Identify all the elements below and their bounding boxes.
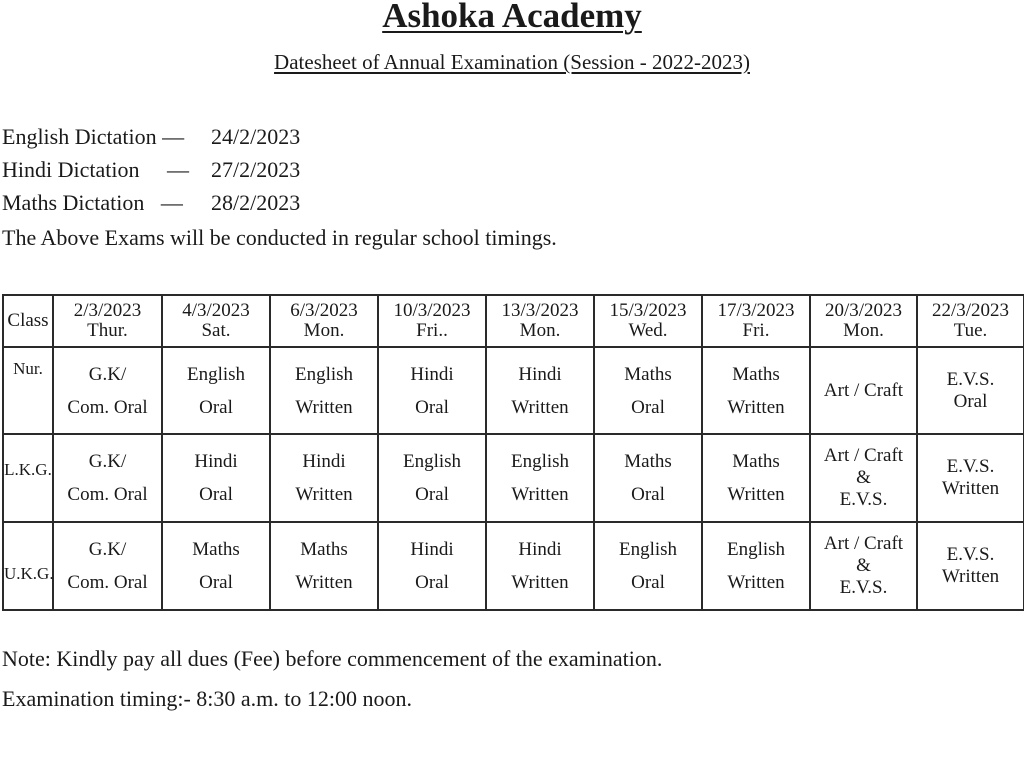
- exam-cell: Hindi Written: [486, 347, 594, 434]
- date-header: 20/3/2023 Mon.: [810, 295, 917, 347]
- exam-cell: E.V.S. Oral: [917, 347, 1024, 434]
- exam-cell: English Written: [486, 434, 594, 522]
- table-row: [3, 434, 1024, 522]
- dictation-line-english: English Dictation — 24/2/2023: [2, 124, 301, 149]
- class-column-header: Class: [3, 295, 53, 347]
- exam-cell: Art / Craft: [810, 347, 917, 434]
- exam-cell: English Oral: [594, 522, 702, 610]
- exam-cell: Maths Oral: [594, 434, 702, 522]
- date-header: 13/3/2023 Mon.: [486, 295, 594, 347]
- date-header: 17/3/2023 Fri.: [702, 295, 810, 347]
- exam-cell: Maths Written: [702, 434, 810, 522]
- fee-note: Note: Kindly pay all dues (Fee) before commencement of the examination.: [2, 646, 663, 671]
- datesheet-table: [2, 294, 1024, 611]
- date-header: 6/3/2023 Mon.: [270, 295, 378, 347]
- exam-cell: Maths Oral: [162, 522, 270, 610]
- page-subtitle: Datesheet of Annual Examination (Session - 2022-2023): [274, 50, 750, 74]
- date-header: 22/3/2023 Tue.: [917, 295, 1024, 347]
- dictation-line-maths: Maths Dictation — 28/2/2023: [2, 190, 301, 215]
- exam-cell: English Oral: [378, 434, 486, 522]
- exam-cell: Maths Oral: [594, 347, 702, 434]
- table-row: [3, 522, 1024, 610]
- exam-cell: E.V.S. Written: [917, 522, 1024, 610]
- exam-cell: English Written: [702, 522, 810, 610]
- exam-cell: G.K/ Com. Oral: [53, 347, 162, 434]
- exam-cell: G.K/ Com. Oral: [53, 434, 162, 522]
- class-label-cell: U.K.G.: [3, 522, 53, 610]
- date-header: 2/3/2023 Thur.: [53, 295, 162, 347]
- exam-cell: English Oral: [162, 347, 270, 434]
- exam-cell: Art / Craft & E.V.S.: [810, 434, 917, 522]
- exam-cell: Hindi Written: [486, 522, 594, 610]
- exam-cell: E.V.S. Written: [917, 434, 1024, 522]
- exam-cell: Hindi Oral: [378, 522, 486, 610]
- table-row: [3, 347, 1024, 434]
- table-header-row: [3, 295, 1024, 347]
- exam-timing: Examination timing:- 8:30 a.m. to 12:00 noon.: [2, 686, 413, 711]
- exam-cell: English Written: [270, 347, 378, 434]
- exam-cell: Maths Written: [270, 522, 378, 610]
- class-label-cell: Nur.: [3, 347, 53, 434]
- exam-cell: Hindi Oral: [378, 347, 486, 434]
- dictation-note: The Above Exams will be conducted in regular school timings.: [2, 225, 557, 250]
- class-label-cell: L.K.G.: [3, 434, 53, 522]
- exam-cell: Art / Craft & E.V.S.: [810, 522, 917, 610]
- exam-cell: Maths Written: [702, 347, 810, 434]
- exam-cell: Hindi Oral: [162, 434, 270, 522]
- date-header: 10/3/2023 Fri..: [378, 295, 486, 347]
- dictation-line-hindi: Hindi Dictation — 27/2/2023: [2, 157, 301, 182]
- exam-cell: G.K/ Com. Oral: [53, 522, 162, 610]
- date-header: 15/3/2023 Wed.: [594, 295, 702, 347]
- page-title: Ashoka Academy: [382, 0, 642, 35]
- date-header: 4/3/2023 Sat.: [162, 295, 270, 347]
- exam-cell: Hindi Written: [270, 434, 378, 522]
